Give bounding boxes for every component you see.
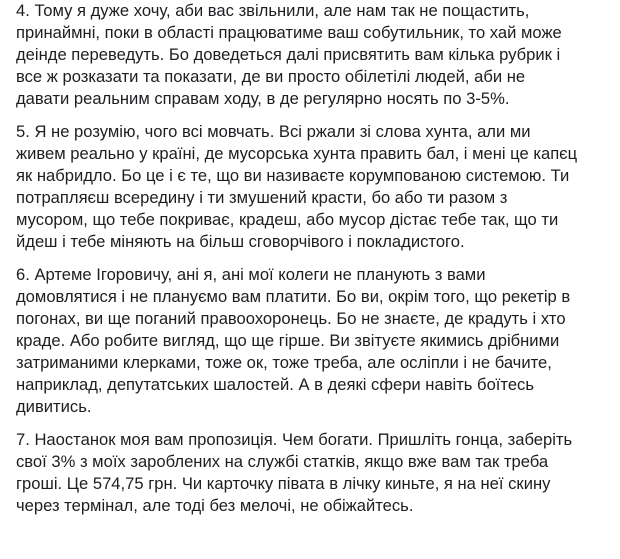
text-line: домовлятися і не плануємо вам платити. Бо ви, окрім того, що рекетір в [16,287,571,306]
text-line: краде. Або робите вигляд, що ще гірше. Ви звітуєте якимись дрібними [16,331,560,350]
text-line: 4. Тому я дуже хочу, аби вас звільнили, але нам так не пощастить, [16,1,530,20]
text-line: живем реально у країні, де мусорська хунта править бал, і мені це капєц [16,144,578,163]
paragraph-5 [16,121,614,253]
text-line: гроші. Це 574,75 грн. Чи карточку півата в лічку киньте, я на неї скину [16,474,551,493]
text-line: наприклад, депутатських шалостей. А в деякі сфери навіть боїтесь [16,375,534,394]
text-line: як набридло. Бо це і є те, що ви називаєте корумпованою системою. Ти [16,166,570,185]
text-line: через термінал, але тоді без мелочі, не обіжайтесь. [16,496,414,515]
text-line: принаймні, поки в області працюватиме ваш собутильник, то хай може [16,23,562,42]
text-line: деінде переведуть. Бо доведеться далі присвятить вам кілька рубрик і [16,45,561,64]
text-line: мусором, що тебе покриває, крадеш, або мусор дістає тебе так, що ти [16,210,559,229]
text-line: 6. Артеме Ігоровичу, ані я, ані мої колеги не планують з вами [16,265,486,284]
text-line: 5. Я не розумію, чого всі мовчать. Всі ржали зі слова хунта, али ми [16,122,531,141]
text-line: йдеш і тебе міняють на більш сговорчівого і покладистого. [16,232,465,251]
text-line: 7. Наостанок моя вам пропозиція. Чем богати. Пришліть гонца, заберіть [16,430,573,449]
text-line: потрапляєш всередину і ти змушений красти, бо або ти разом з [16,188,508,207]
text-line: все ж розказати та показати, де ви просто обілетілі людей, аби не [16,67,526,86]
paragraph-4 [16,0,614,110]
text-line: погонах, ви ще поганий правоохоронець. Бо не знаєте, де крадуть і хто [16,309,566,328]
paragraph-6 [16,264,614,418]
paragraph-7 [16,429,614,517]
text-line: свої 3% з моїх зароблених на службі статків, якщо вже вам так треба [16,452,549,471]
text-line: дивитись. [16,397,92,416]
text-line: давати реальним справам ходу, в де регулярно носять по 3-5%. [16,89,510,108]
text-line: затриманими клерками, тоже ок, тоже треба, але осліпли і не бачите, [16,353,552,372]
